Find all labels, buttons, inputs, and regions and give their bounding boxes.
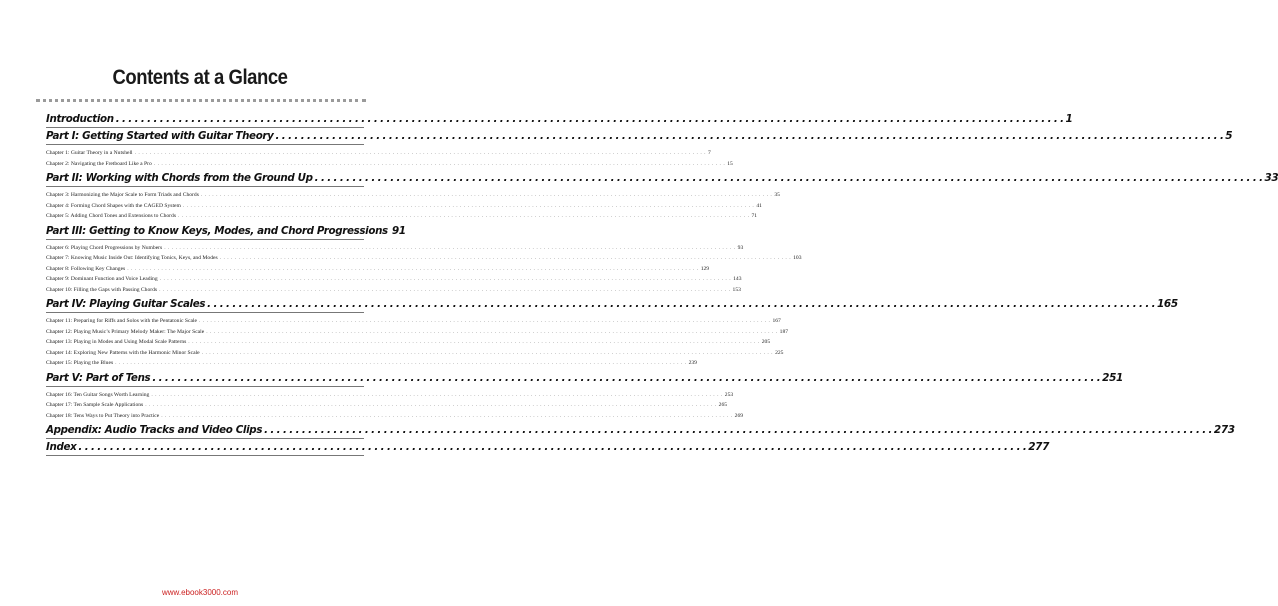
dot-leader [188,337,759,348]
toc-chapter-entry-label: Chapter 8: Following Key Changes [46,265,126,272]
toc-chapter-entry-page-number: 93 [737,244,744,251]
toc-chapter-entry-label: Chapter 16: Ten Guitar Songs Worth Learning [46,391,150,398]
toc-chapter-entry[interactable] [46,201,762,212]
toc-chapter-entry-page-number: 35 [774,192,780,198]
toc-chapter-entry-label: Chapter 12: Playing Music’s Primary Melody Maker: The Major Scale [46,328,205,335]
dot-leader [201,190,772,201]
toc-chapter-entry-label: Chapter 17: Ten Sample Scale Applications [46,402,144,408]
dot-leader [264,423,1212,438]
toc-part-entry-label: Part IV: Playing Guitar Scales [46,298,206,310]
toc-chapter-entry-label: Chapter 10: Filling the Gaps with Passing Chords [46,286,158,293]
toc-chapter-entry[interactable] [46,211,758,222]
dot-leader [145,400,716,411]
dot-leader [315,171,1263,186]
toc-chapter-entry[interactable] [46,148,711,159]
toc-part-entry-label: Appendix: Audio Tracks and Video Clips [46,424,263,436]
toc-chapter-entry-label: Chapter 9: Dominant Function and Voice Leading [46,276,158,282]
dot-leader [127,264,698,275]
dot-leader [276,129,1224,144]
toc-chapter-entry[interactable] [46,285,741,296]
dot-leader [78,440,1026,455]
toc-chapter-entry-page-number: 265 [718,402,728,408]
toc-part-entry-label: Introduction [46,113,114,125]
toc-chapter-entry-label: Chapter 18: Tens Ways to Put Theory into Practice [46,412,160,419]
toc-chapter-entry[interactable] [46,316,781,327]
toc-chapter-entry-page-number: 129 [700,265,710,272]
page-title: Contents at a Glance [112,66,288,89]
toc-part-entry[interactable] [46,440,1050,456]
toc-chapter-entry[interactable] [46,264,710,275]
toc-part-entry-label: Part I: Getting Started with Guitar Theory [46,130,274,142]
toc-chapter-entry[interactable] [46,348,784,359]
dot-leader [115,358,686,369]
toc-part-entry-page-number: 165 [1156,298,1178,310]
toc-part-entry-page-number: 91 [391,224,406,237]
toc-chapter-entry-page-number: 253 [724,391,734,398]
toc-chapter-entry-label: Chapter 6: Playing Chord Progressions by Numbers [46,244,163,251]
toc-chapter-entry-label: Chapter 7: Knowing Music Inside Out: Identifying Tonics, Keys, and Modes [46,255,218,261]
toc-chapter-entry-page-number: 41 [756,202,762,209]
toc-part-entry-label: Part II: Working with Chords from the Ground Up [46,172,313,184]
toc-chapter-entry-label: Chapter 13: Playing in Modes and Using Modal Scale Patterns [46,339,187,345]
toc-chapter-entry[interactable] [46,400,728,411]
toc-chapter-entry[interactable] [46,337,771,348]
dot-leader [159,285,730,296]
toc-chapter-entry[interactable] [46,358,697,369]
watermark-url[interactable]: www.ebook3000.com [161,588,239,597]
toc-part-entry[interactable] [46,112,1073,128]
dot-leader [152,371,1100,386]
toc-part-entry-page-number: 1 [1065,113,1073,125]
toc-part-entry-page-number: 33 [1264,172,1278,184]
toc-chapter-entry-page-number: 167 [772,318,781,324]
toc-chapter-entry-page-number: 103 [793,255,802,261]
toc-part-entry-label: Part III: Getting to Know Keys, Modes, and Chord Progressions [46,224,388,237]
toc-part-entry[interactable] [46,224,406,240]
toc-part-entry[interactable] [46,371,1123,387]
dot-leader [154,159,725,170]
toc-part-entry[interactable] [46,423,1235,439]
dot-leader [135,148,706,159]
toc-chapter-entry-label: Chapter 14: Exploring New Patterns with the Harmonic Minor Scale [46,349,200,356]
toc-chapter-entry[interactable] [46,327,789,338]
toc-chapter-entry-label: Chapter 11: Preparing for Riffs and Solos with the Pentatonic Scale [46,318,198,324]
toc-chapter-entry-label: Chapter 15: Playing the Blues [46,360,114,366]
toc-chapter-entry-page-number: 187 [779,328,789,335]
chapter-list [46,390,744,422]
toc-part-entry-label: Index [46,441,77,453]
toc-chapter-entry-page-number: 71 [751,213,758,219]
toc-chapter-entry-label: Chapter 5: Adding Chord Tones and Extensions to Chords [46,213,177,219]
toc-chapter-entry-page-number: 15 [727,160,733,167]
toc-chapter-entry-page-number: 7 [708,150,711,156]
toc-chapter-entry-page-number: 153 [732,286,741,293]
chapter-list [46,316,789,369]
dot-leader [199,316,770,327]
toc-chapter-entry-page-number: 239 [688,360,697,366]
toc-chapter-entry-page-number: 205 [761,339,771,345]
toc-part-entry[interactable] [46,129,1233,145]
toc-chapter-entry[interactable] [46,390,734,401]
toc-part-entry-label: Part V: Part of Tens [46,371,151,384]
chapter-list [46,148,733,169]
chapter-list [46,243,802,296]
toc-chapter-entry[interactable] [46,159,733,170]
toc-chapter-entry-page-number: 225 [775,349,784,356]
toc-chapter-entry-label: Chapter 1: Guitar Theory in a Nutshell [46,150,133,156]
dot-leader [183,201,754,212]
toc-part-entry[interactable] [46,297,1178,313]
toc-part-entry[interactable] [46,171,1278,187]
title-divider [36,99,366,102]
toc-part-entry-page-number: 251 [1102,371,1123,384]
toc-part-entry-page-number: 5 [1225,130,1233,142]
toc-chapter-entry[interactable] [46,274,742,285]
dot-leader [151,390,722,401]
toc-chapter-entry[interactable] [46,253,802,264]
dot-leader [220,253,791,264]
dot-leader [116,112,1064,127]
toc-chapter-entry[interactable] [46,243,744,254]
dot-leader [164,243,735,254]
table-of-contents [46,111,1278,456]
dot-leader [206,327,777,338]
toc-chapter-entry[interactable] [46,411,744,422]
dot-leader [178,211,749,222]
toc-chapter-entry-label: Chapter 3: Harmonizing the Major Scale to Form Triads and Chords [46,192,199,198]
dot-leader [161,411,732,422]
dot-leader [207,297,1155,312]
toc-part-entry-page-number: 273 [1213,424,1235,436]
toc-chapter-entry-page-number: 143 [733,276,742,282]
toc-chapter-entry-label: Chapter 4: Forming Chord Shapes with the CAGED System [46,202,181,209]
toc-chapter-entry-page-number: 269 [734,412,744,419]
dot-leader [202,348,773,359]
toc-chapter-entry-label: Chapter 2: Navigating the Fretboard Like a Pro [46,160,152,167]
dot-leader [160,274,731,285]
toc-chapter-entry[interactable] [46,190,780,201]
toc-part-entry-page-number: 277 [1028,441,1050,453]
chapter-list [46,190,780,222]
